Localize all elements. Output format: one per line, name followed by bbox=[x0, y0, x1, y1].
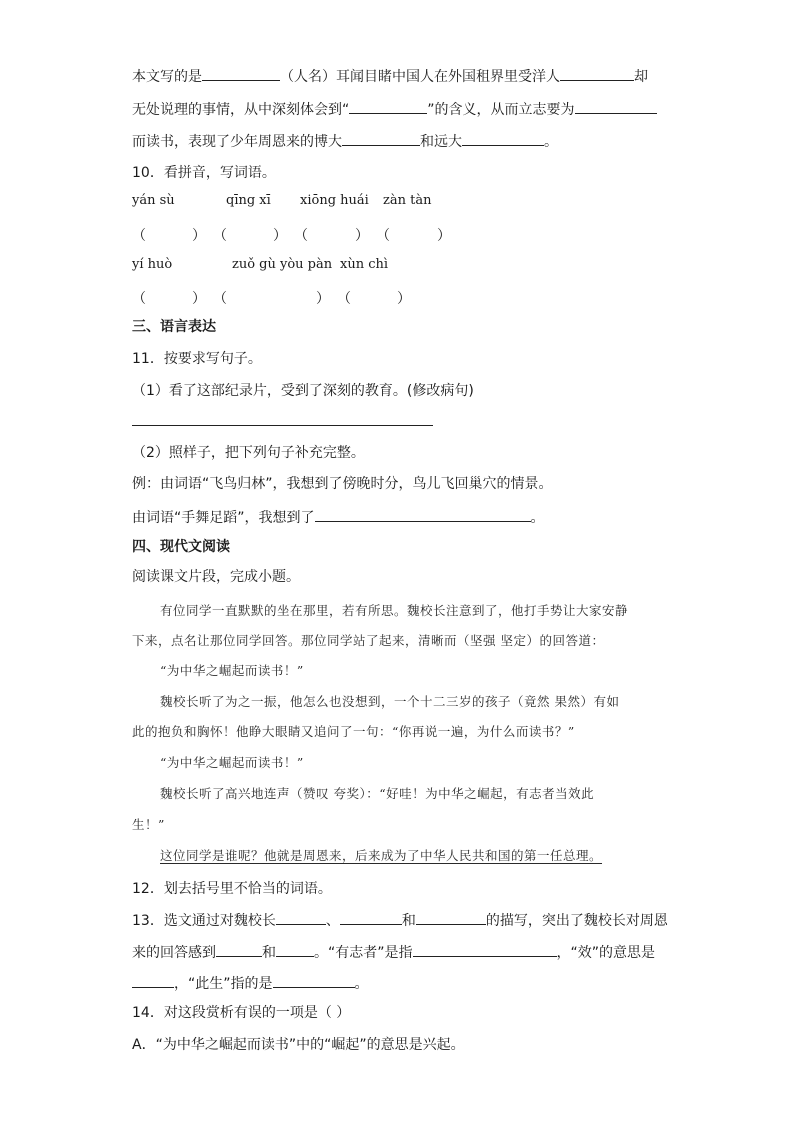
answer-blank[interactable] bbox=[340, 910, 402, 925]
passage-line: “为中华之崛起而读书！” bbox=[160, 755, 304, 770]
text-line: 而读书，表现了少年周恩来的博大 和远大 。 bbox=[132, 131, 558, 152]
answer-blank[interactable] bbox=[315, 507, 531, 522]
pinyin: qīng xī bbox=[226, 193, 271, 208]
pinyin: xiōng huái bbox=[300, 193, 369, 208]
passage-line: 此的抱负和胸怀！他睁大眼睛又追问了一句：“你再说一遍，为什么而读书？” bbox=[132, 724, 575, 739]
question-12: 12．划去括号里不恰当的词语。 bbox=[132, 881, 332, 897]
answer-blank[interactable] bbox=[413, 942, 557, 957]
answer-blank[interactable] bbox=[273, 973, 355, 988]
answer-blank[interactable] bbox=[349, 99, 427, 114]
answer-blank[interactable] bbox=[216, 942, 262, 957]
answer-blank[interactable] bbox=[276, 910, 326, 925]
passage-underlined-line: 这位同学是谁呢？他就是周恩来，后来成为了中华人民共和国的第一任总理。 bbox=[160, 848, 603, 863]
section-heading: 四、现代文阅读 bbox=[132, 539, 230, 555]
question-11-title: 11．按要求写句子。 bbox=[132, 351, 262, 367]
answer-blank[interactable] bbox=[202, 66, 280, 81]
answer-line[interactable] bbox=[132, 425, 433, 426]
passage-line: 魏校长听了高兴地连声（赞叹 夸奖）：“好哇！为中华之崛起，有志者当效此 bbox=[160, 786, 595, 801]
question-14-title: 14．对这段赏析有误的一项是（ ） bbox=[132, 1005, 351, 1021]
passage-line: 下来，点名让那位同学回答。那位同学站了起来，清晰而（坚强 坚定）的回答道： bbox=[132, 633, 605, 648]
passage-line: 生！” bbox=[132, 817, 165, 832]
answer-blank[interactable] bbox=[560, 66, 634, 81]
answer-blank[interactable] bbox=[462, 131, 544, 146]
pinyin: zuǒ gù yòu pàn bbox=[232, 257, 333, 272]
answer-blank[interactable] bbox=[276, 942, 314, 957]
option-a[interactable]: A．“为中华之崛起而读书”中的“崛起”的意思是兴起。 bbox=[132, 1037, 465, 1053]
section-heading: 三、语言表达 bbox=[132, 319, 216, 335]
fill-sentence: 由词语“手舞足蹈”，我想到了 。 bbox=[132, 507, 545, 528]
pinyin: yán sù bbox=[132, 193, 175, 208]
answer-blank[interactable] bbox=[416, 910, 486, 925]
passage-line: “为中华之崛起而读书！” bbox=[160, 663, 304, 678]
answer-blank[interactable] bbox=[575, 99, 657, 114]
answer-blank[interactable] bbox=[342, 131, 420, 146]
sub-question: （2）照样子，把下列句子补充完整。 bbox=[132, 445, 365, 461]
passage-line: 有位同学一直默默的坐在那里，若有所思。魏校长注意到了，他打手势让大家安静 bbox=[160, 603, 629, 618]
question-13-line: 来的回答感到 和 。“有志者”是指 ，“效”的意思是 bbox=[132, 942, 655, 963]
text-line: 无处说理的事情，从中深刻体会到“ ”的含义，从而立志要为 bbox=[132, 99, 657, 120]
question-13-line: 13．选文通过对魏校长 、 和 的描写，突出了魏校长对周恩 bbox=[132, 910, 668, 931]
passage-line: 魏校长听了为之一振，他怎么也没想到，一个十二三岁的孩子（竟然 果然）有如 bbox=[160, 694, 620, 709]
text-line: 本文写的是 （人名）耳闻目睹中国人在外国租界里受洋人 却 bbox=[132, 66, 648, 87]
question-13-line: ，“此生”指的是 。 bbox=[132, 973, 369, 994]
example-sentence: 例：由词语“飞鸟归林”，我想到了傍晚时分，鸟儿飞回巢穴的情景。 bbox=[132, 476, 553, 492]
sub-question: （1）看了这部纪录片，受到了深刻的教育。(修改病句) bbox=[132, 383, 474, 399]
pinyin: xùn chì bbox=[340, 257, 389, 272]
pinyin: yí huò bbox=[132, 257, 173, 272]
question-10-title: 10．看拼音，写词语。 bbox=[132, 165, 276, 181]
answer-blank[interactable] bbox=[132, 973, 174, 988]
pinyin: zàn tàn bbox=[383, 193, 432, 208]
reading-intro: 阅读课文片段，完成小题。 bbox=[132, 569, 300, 585]
